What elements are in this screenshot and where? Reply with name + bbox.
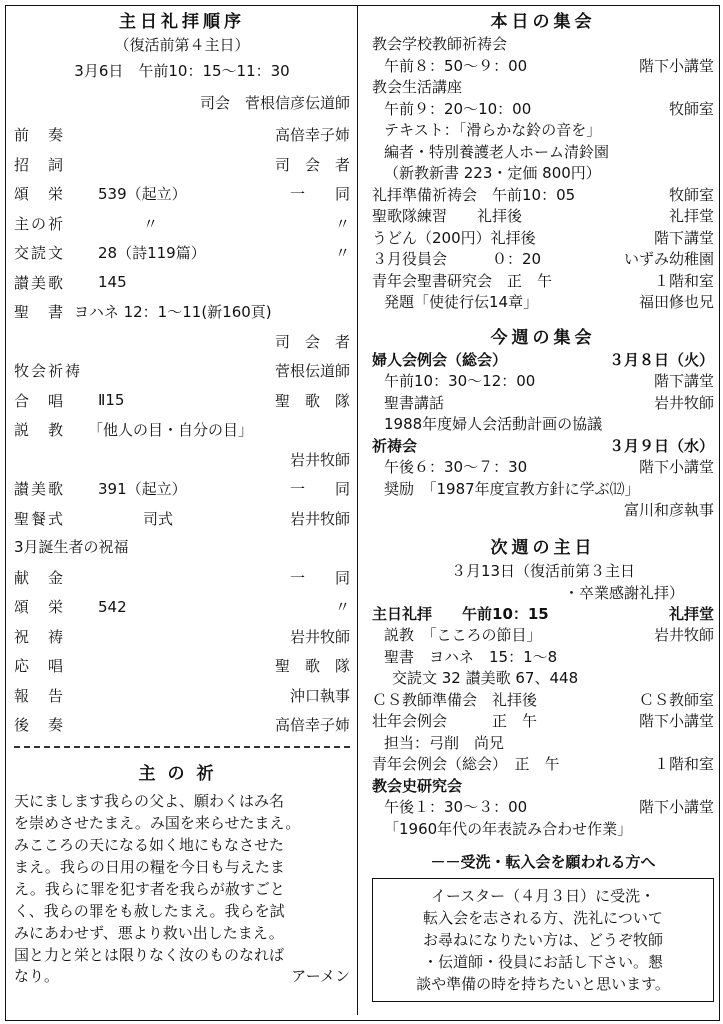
schedule-line bbox=[372, 436, 714, 458]
order-person: 〃 bbox=[334, 598, 350, 617]
schedule-text: 午前10：30～12：00 bbox=[384, 372, 536, 390]
order-detail: 司式 bbox=[98, 509, 174, 528]
order-row bbox=[14, 120, 350, 150]
today-title: 本日の集会 bbox=[490, 12, 596, 32]
schedule-text: 教会学校教師祈祷会 bbox=[372, 35, 508, 53]
order-detail: 391（起立） bbox=[98, 480, 187, 499]
order-person: 〃 bbox=[334, 244, 350, 263]
order-row bbox=[14, 209, 350, 239]
order-row bbox=[14, 445, 350, 475]
prayer-line: く、我らの罪をも赦したまえ。我らを試 bbox=[14, 901, 285, 920]
schedule-line bbox=[372, 733, 714, 755]
order-item: 聖餐式 bbox=[14, 509, 66, 528]
order-detail: 539（起立） bbox=[98, 185, 187, 204]
schedule-line bbox=[372, 350, 714, 372]
order-person: 沖口執事 bbox=[289, 686, 350, 705]
schedule-text: 担当：弓削 尚兄 bbox=[384, 733, 505, 752]
order-row bbox=[14, 563, 350, 593]
schedule-text: 午後１：30～３：00 bbox=[384, 798, 528, 816]
order-item: 頌 栄 bbox=[14, 598, 66, 617]
order-title: 主日礼拝順序 bbox=[119, 12, 245, 32]
left-column bbox=[14, 10, 350, 987]
schedule-line bbox=[372, 690, 714, 712]
order-row bbox=[14, 327, 350, 357]
schedule-text: 「1960年代の年表読み合わせ作業」 bbox=[384, 819, 633, 838]
order-item: 後 奏 bbox=[14, 716, 66, 735]
schedule-place: 階下小講堂 bbox=[638, 798, 714, 816]
order-item: 交読文 bbox=[14, 244, 66, 263]
schedule-line bbox=[372, 647, 714, 669]
next-list bbox=[372, 604, 714, 841]
schedule-place: 牧師室 bbox=[668, 99, 714, 118]
order-row bbox=[14, 356, 350, 386]
order-person: 司 会 者 bbox=[274, 155, 350, 174]
notice-line: ・伝道師・役員にお話し下さい。懇 bbox=[422, 953, 663, 971]
schedule-place: 階下小講堂 bbox=[638, 458, 714, 476]
prayer-line: 国と力と栄とは限りなく汝のものなれば bbox=[14, 945, 285, 964]
notice-title: －－受洗・転入会を願われる方へ bbox=[430, 853, 656, 871]
order-person: 〃 bbox=[334, 214, 350, 233]
order-item: 応 唱 bbox=[14, 657, 66, 676]
schedule-line bbox=[372, 228, 714, 250]
next-subtitle-1: ３月13日（復活前第３主日 bbox=[450, 561, 636, 580]
order-row bbox=[14, 474, 350, 504]
schedule-text: 奨励 「1987年度宣教方針に学ぶ⑿」 bbox=[384, 479, 640, 498]
order-row bbox=[14, 150, 350, 180]
schedule-line bbox=[372, 163, 714, 185]
schedule-place: いずみ幼稚園 bbox=[623, 250, 714, 268]
schedule-place: 岩井牧師 bbox=[653, 393, 714, 412]
week-title: 今週の集会 bbox=[490, 327, 596, 348]
schedule-line bbox=[372, 77, 714, 99]
order-item: 前 奏 bbox=[14, 126, 66, 145]
schedule-line bbox=[372, 271, 714, 293]
schedule-line bbox=[372, 414, 714, 436]
prayer-line: みにあわせず、悪より救い出したまえ。 bbox=[14, 923, 284, 942]
prayer-line: 天にまします我らの父よ、願わくはみ名 bbox=[14, 791, 285, 810]
schedule-place: 牧師室 bbox=[668, 185, 714, 204]
schedule-place: 礼拝堂 bbox=[668, 604, 714, 623]
schedule-line bbox=[372, 34, 714, 56]
schedule-text: 午前９：20～10：00 bbox=[384, 99, 532, 118]
right-column bbox=[372, 10, 714, 1002]
schedule-line bbox=[372, 56, 714, 78]
schedule-line bbox=[372, 185, 714, 207]
order-row bbox=[14, 179, 350, 209]
schedule-text: ＣＳ教師準備会 礼拝後 bbox=[372, 690, 538, 709]
schedule-place: 階下講堂 bbox=[653, 228, 714, 247]
notice-line: イースター（４月３日）に受洗・ bbox=[430, 887, 656, 905]
schedule-line bbox=[372, 99, 714, 121]
schedule-text: （新教新書 223・定価 800円） bbox=[384, 164, 601, 182]
schedule-text: 婦人会例会（総会） bbox=[372, 350, 508, 369]
schedule-line bbox=[372, 393, 714, 415]
order-row bbox=[14, 651, 350, 681]
order-person: 高倍幸子姉 bbox=[274, 126, 350, 145]
order-item: 聖 書 bbox=[14, 303, 66, 322]
order-item: 祝 祷 bbox=[14, 627, 66, 646]
schedule-line bbox=[372, 292, 714, 314]
order-subtitle: （復活前第４主日） bbox=[114, 36, 250, 54]
order-detail: Ⅱ15 bbox=[98, 391, 125, 410]
order-detail: 145 bbox=[98, 273, 127, 292]
schedule-text: 主日礼拝 午前10：15 bbox=[372, 604, 549, 623]
order-person: 高倍幸子姉 bbox=[274, 716, 350, 735]
schedule-line bbox=[372, 625, 714, 647]
schedule-place: 階下小講堂 bbox=[638, 712, 714, 730]
schedule-text: 交読文 32 讃美歌 67、448 bbox=[392, 669, 579, 687]
schedule-place: 福田修也兄 bbox=[638, 293, 714, 311]
order-item: 合 唱 bbox=[14, 391, 66, 410]
order-item: 讃美歌 bbox=[14, 273, 66, 292]
notice-line: 談や準備の時を持ちたいと思います。 bbox=[416, 975, 670, 993]
order-item: 讃美歌 bbox=[14, 480, 66, 499]
prayer-title: 主の祈 bbox=[138, 763, 226, 784]
order-row bbox=[14, 297, 350, 327]
order-item: 主の祈 bbox=[14, 214, 66, 233]
prayer-last: なり。 bbox=[14, 966, 60, 985]
order-item: 報 告 bbox=[14, 686, 66, 705]
schedule-text: 1988年度婦人会活動計画の協議 bbox=[384, 415, 603, 433]
schedule-line bbox=[372, 819, 714, 841]
schedule-line bbox=[372, 500, 714, 522]
order-person: 菅根伝道師 bbox=[274, 362, 350, 381]
schedule-text: 説教 「こころの節目」 bbox=[384, 626, 542, 644]
order-item: 説 教 bbox=[14, 421, 66, 440]
schedule-line bbox=[372, 754, 714, 776]
notice-line: 転入会を志される方、洗礼について bbox=[423, 909, 663, 927]
schedule-line bbox=[372, 120, 714, 142]
schedule-text: 聖書講話 bbox=[384, 393, 445, 412]
notice-line: お尋ねになりたい方は、どうぞ牧師 bbox=[422, 931, 663, 949]
order-person: 聖 歌 隊 bbox=[274, 391, 350, 410]
schedule-text: うどん（200円）礼拝後 bbox=[372, 228, 536, 247]
order-item: 献 金 bbox=[14, 568, 66, 587]
order-person: 一 同 bbox=[289, 185, 350, 204]
order-presider: 司会 菅根信彦伝道師 bbox=[199, 94, 350, 112]
order-row bbox=[14, 681, 350, 711]
today-list bbox=[372, 34, 714, 314]
order-row bbox=[14, 415, 350, 445]
order-row bbox=[14, 268, 350, 298]
schedule-line bbox=[372, 457, 714, 479]
order-detail: 〃 bbox=[98, 214, 159, 233]
schedule-text: 教会史研究会 bbox=[372, 776, 463, 795]
schedule-line bbox=[372, 142, 714, 164]
schedule-line bbox=[372, 711, 714, 733]
schedule-text: 教会生活講座 bbox=[372, 78, 463, 96]
order-row bbox=[14, 504, 350, 534]
prayer-line: みこころの天になる如く地にもなさせた bbox=[14, 835, 285, 854]
column-divider bbox=[357, 5, 358, 1015]
order-datetime: 3月6日 午前10：15～11：30 bbox=[74, 62, 290, 80]
order-row bbox=[14, 592, 350, 622]
prayer-line: え。我らに罪を犯す者を我らが赦すごと bbox=[14, 879, 285, 898]
order-person: 岩井牧師 bbox=[289, 627, 350, 646]
schedule-text: 聖書 ヨハネ 15：1～8 bbox=[384, 647, 558, 666]
schedule-place: １階和室 bbox=[653, 271, 714, 290]
prayer-text bbox=[14, 790, 350, 966]
schedule-line bbox=[372, 249, 714, 271]
prayer-last-line bbox=[14, 966, 350, 988]
order-person: 岩井牧師 bbox=[289, 450, 350, 469]
notice-box bbox=[372, 878, 714, 1002]
schedule-text: 午前８：50～９：00 bbox=[384, 56, 528, 75]
prayer-line: を崇めさせたまえ。み国を来らせたまえ。 bbox=[14, 813, 301, 832]
order-detail: 28（詩119篇） bbox=[98, 244, 206, 263]
schedule-line bbox=[372, 604, 714, 626]
order-person: 一 同 bbox=[289, 568, 350, 587]
schedule-text: テキスト：「滑らかな鈴の音を」 bbox=[384, 121, 602, 139]
schedule-text: 壮年会例会 正 午 bbox=[372, 712, 538, 730]
next-title: 次週の主日 bbox=[490, 537, 596, 558]
schedule-place: ３月８日（火） bbox=[608, 350, 714, 369]
schedule-line bbox=[372, 668, 714, 690]
order-person: 聖 歌 隊 bbox=[274, 657, 350, 676]
schedule-text: 青年会聖書研究会 正 午 bbox=[372, 271, 553, 290]
schedule-line bbox=[372, 479, 714, 501]
order-row bbox=[14, 238, 350, 268]
schedule-text: 礼拝準備祈祷会 午前10：05 bbox=[372, 185, 576, 204]
order-item: 頌 栄 bbox=[14, 185, 66, 204]
next-subtitle-2: ・卒業感謝礼拝） bbox=[563, 583, 684, 602]
schedule-place: ３月９日（水） bbox=[608, 436, 714, 455]
schedule-place: 礼拝堂 bbox=[668, 207, 714, 225]
schedule-place: 富川和彦執事 bbox=[623, 501, 714, 519]
schedule-text: ３月役員会 ０：20 bbox=[372, 250, 542, 268]
schedule-place: ＣＳ教師室 bbox=[638, 690, 714, 709]
order-detail: 「他人の目・自分の目」 bbox=[88, 421, 254, 440]
schedule-place: 岩井牧師 bbox=[653, 626, 714, 644]
order-list-2 bbox=[14, 563, 350, 740]
schedule-text: 編者・特別養護老人ホーム清鈴園 bbox=[384, 142, 610, 161]
schedule-place: 階下講堂 bbox=[653, 372, 714, 390]
schedule-text: 午後６：30～７：30 bbox=[384, 458, 528, 476]
birthday-blessing: 3月誕生者の祝福 bbox=[14, 538, 129, 556]
schedule-place: １階和室 bbox=[653, 755, 714, 773]
schedule-place: 階下小講堂 bbox=[638, 56, 714, 75]
order-item: 牧会祈祷 bbox=[14, 362, 83, 381]
schedule-line bbox=[372, 206, 714, 228]
order-item: 招 詞 bbox=[14, 155, 66, 174]
order-row bbox=[14, 386, 350, 416]
schedule-text: 発題「使徒行伝14章」 bbox=[384, 293, 539, 311]
order-person: 司 会 者 bbox=[274, 332, 350, 351]
prayer-line: まえ。我らの日用の糧を今日も与えたま bbox=[14, 857, 285, 876]
week-list bbox=[372, 350, 714, 522]
prayer-amen: アーメン bbox=[291, 966, 350, 985]
schedule-text: 祈祷会 bbox=[372, 436, 418, 455]
order-person: 一 同 bbox=[289, 480, 350, 499]
schedule-line bbox=[372, 797, 714, 819]
order-detail: 542 bbox=[98, 597, 127, 616]
order-row bbox=[14, 710, 350, 740]
schedule-line bbox=[372, 776, 714, 798]
schedule-text: 青年会例会（総会） 正 午 bbox=[372, 755, 560, 773]
section-rule bbox=[14, 746, 350, 748]
order-person: 岩井牧師 bbox=[289, 509, 350, 528]
schedule-line bbox=[372, 371, 714, 393]
order-detail: ヨハネ 12：1～11(新160頁) bbox=[73, 303, 272, 322]
order-list bbox=[14, 120, 350, 533]
order-row bbox=[14, 622, 350, 652]
schedule-text: 聖歌隊練習 礼拝後 bbox=[372, 207, 523, 225]
